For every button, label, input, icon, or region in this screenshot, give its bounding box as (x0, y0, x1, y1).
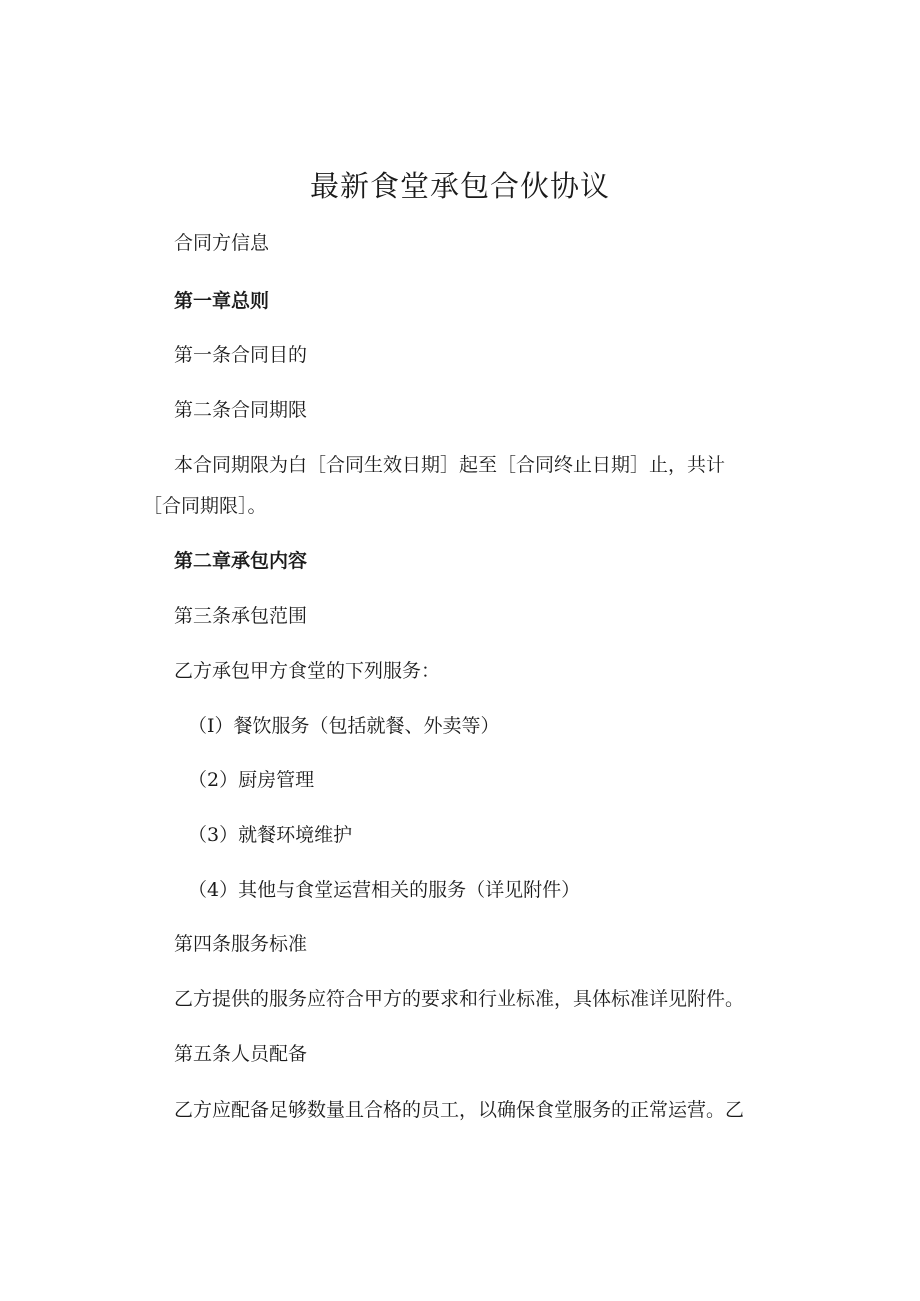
chapter-1-heading: 第一章总则 (174, 290, 270, 312)
contract-term-paragraph-cont: ［合同期限］。 (143, 495, 267, 517)
staffing-paragraph: 乙方应配备足够数量且合格的员工，以确保食堂服务的正常运营。乙 (174, 1099, 745, 1121)
scope-item-3: （3）就餐环境维护 (188, 824, 353, 846)
article-1-title: 第一条合同目的 (174, 344, 308, 366)
article-5-title: 第五条人员配备 (174, 1043, 308, 1065)
article-2-title: 第二条合同期限 (174, 399, 308, 421)
article-3-title: 第三条承包范围 (174, 605, 308, 627)
article-4-title: 第四条服务标准 (174, 933, 308, 955)
contract-term-paragraph: 本合同期限为白［合同生效日期］起至［合同终止日期］止，共计 (174, 454, 726, 476)
scope-item-1: （I）餐饮服务（包括就餐、外卖等） (188, 715, 500, 737)
service-standard-paragraph: 乙方提供的服务应符合甲方的要求和行业标准，具体标准详见附件。 (174, 988, 745, 1010)
scope-item-4: （4）其他与食堂运营相关的服务（详见附件） (188, 879, 581, 901)
document-title: 最新食堂承包合伙协议 (309, 169, 610, 203)
scope-item-2: （2）厨房管理 (188, 769, 315, 791)
chapter-2-heading: 第二章承包内容 (174, 550, 308, 572)
party-info-line: 合同方信息 (174, 232, 270, 254)
scope-intro-paragraph: 乙方承包甲方食堂的下列服务： (174, 660, 441, 682)
